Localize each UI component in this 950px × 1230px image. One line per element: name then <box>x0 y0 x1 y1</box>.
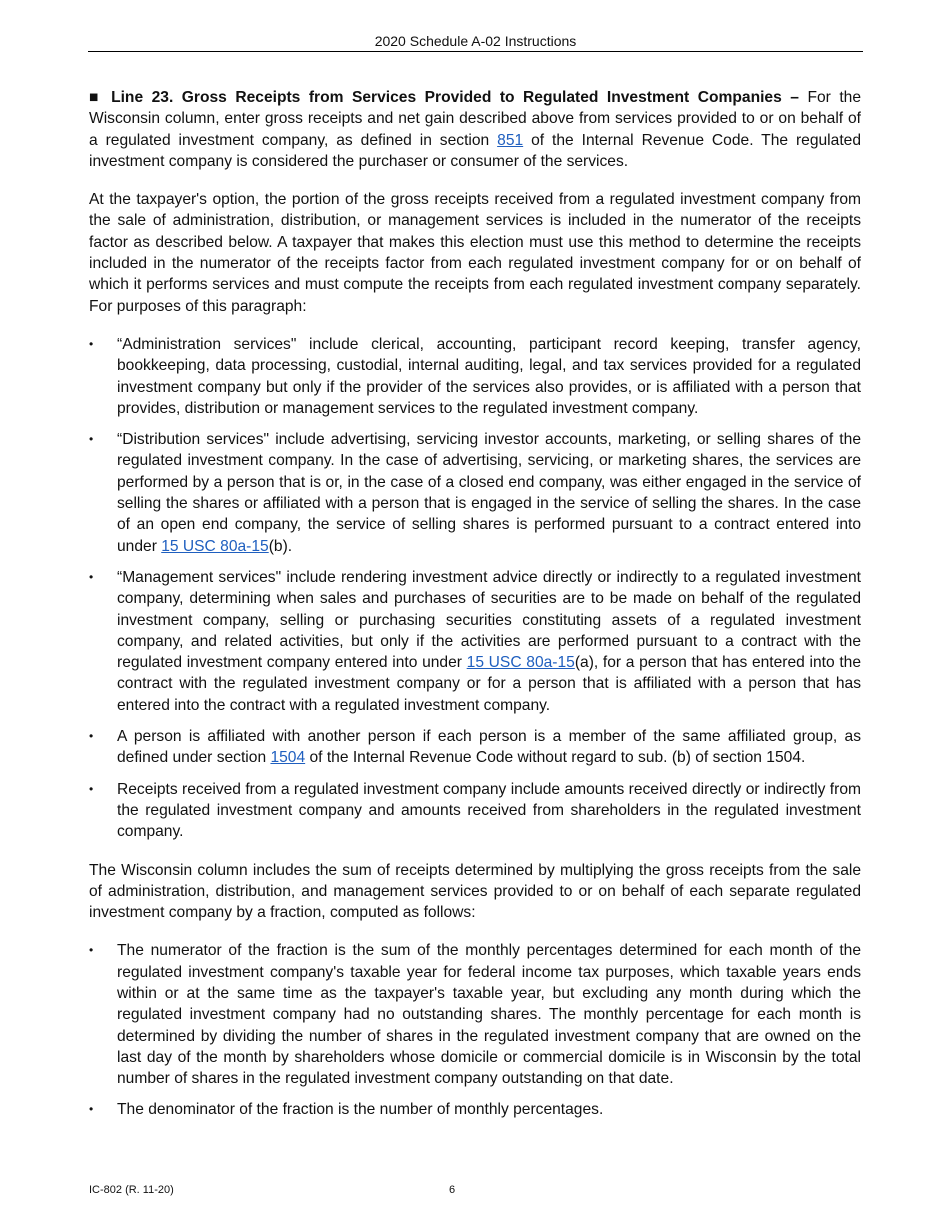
line-23-paragraph <box>89 87 861 172</box>
footer-page-number: 6 <box>449 1184 456 1196</box>
line-23-heading: Line 23. Gross Receipts from Services Provided to Regulated Investment Companies – <box>111 89 799 106</box>
affiliated-person-text: A person is affiliated with another person if each person is a member of the same affiliated group, as defined under section <box>117 728 861 767</box>
square-bullet-icon: ■ <box>89 89 103 106</box>
list-item <box>89 940 861 1089</box>
bullet-icon: • <box>89 729 94 744</box>
section-851-link[interactable]: 851 <box>497 131 524 149</box>
list-item <box>89 334 861 419</box>
distribution-services-text: “Distribution services" include advertising, servicing investor accounts, marketing, or selling shares of the regulated investment company. In the case of advertising, servicing, or marketing shares, the services are performed by a person that is or, in the case of a closed end company, was either engaged in the service of selling the shares or affiliated with a person that is engaged in the service of selling the shares. In the case of an open end company, the service of selling shares is performed pursuant to a contract entered into under <box>117 431 861 555</box>
denominator-text: The denominator of the fraction is the number of monthly percentages. <box>117 1101 604 1119</box>
header-title: 2020 Schedule A-02 Instructions <box>374 33 577 49</box>
bullet-icon: • <box>89 781 94 796</box>
page-header <box>88 33 863 52</box>
list-item <box>89 779 861 843</box>
usc-80a-15-link[interactable]: 15 USC 80a-15 <box>466 654 575 672</box>
footer-form-id: IC-802 (R. 11-20) <box>89 1184 174 1196</box>
bullet-icon: • <box>89 1102 94 1117</box>
receipts-text: Receipts received from a regulated investment company include amounts received directly or indirectly from the regulated investment company and amounts received from shareholders in the regulated investment company. <box>117 780 861 841</box>
document-body <box>89 87 861 1138</box>
bullet-icon: • <box>89 943 94 958</box>
option-paragraph: At the taxpayer's option, the portion of the gross receipts received from a regulated investment company from the sale of administration, distribution, or management services is included in the numerator of the receipts factor as described below. A taxpayer that makes this election must use this method to determine the receipts included in the numerator of the receipts factor from each regulated investment company for or on behalf of which it performs services and must compute the receipts from each regulated investment company separately. For purposes of this paragraph: <box>89 191 861 315</box>
list-item <box>89 567 861 716</box>
bullet-icon: • <box>89 336 94 351</box>
list-item <box>89 1099 861 1120</box>
affiliated-person-text-end: of the Internal Revenue Code without regard to sub. (b) of section 1504. <box>305 749 806 767</box>
usc-80a-15-link[interactable]: 15 USC 80a-15 <box>161 537 269 555</box>
line-23-intro-text: For the Wisconsin column, enter gross receipts and net gain described above from services provided to or on behalf of a regulated investment company, as defined in section <box>89 89 861 149</box>
section-1504-link[interactable]: 1504 <box>270 749 306 767</box>
list-item <box>89 429 861 557</box>
fraction-list <box>89 940 861 1120</box>
list-item <box>89 726 861 769</box>
management-services-text: “Management services" include rendering investment advice directly or indirectly to a regulated investment company, determining when sales and purchases of securities are to be made on behalf of the regulated investment company, selling or purchasing securities constituting assets of a regulated investment company, and related activities, but only if the activities are performed pursuant to a contract with the regulated investment company entered into under <box>117 568 861 672</box>
bullet-icon: • <box>89 569 94 584</box>
distribution-services-text-end: (b). <box>268 537 293 555</box>
administration-services-text: “Administration services" include clerical, accounting, participant record keeping, transfer agency, bookkeeping, data processing, custodial, internal auditing, legal, and tax services provided for a regulated investment company but only if the provider of the services also provides, or is affiliated with a person that provides, distribution or management services to the regulated investment company. <box>117 335 861 417</box>
line-23-intro-text-end: of the Internal Revenue Code. The regulated investment company is considered the purchaser or consumer of the services. <box>89 131 861 170</box>
services-definition-list <box>89 334 861 843</box>
numerator-text: The numerator of the fraction is the sum of the monthly percentages determined for each month of the regulated investment company's taxable year for federal income tax purposes, which taxable years ends within or at the same time as the taxpayer's taxable year, but excluding any month during which the regulated investment company had no outstanding shares. The monthly percentage for each month is determined by dividing the number of shares in the regulated investment company that are owned on the last day of the month by shareholders whose domicile or commercial domicile is in Wisconsin by the total number of shares in the regulated investment company outstanding on that date. <box>117 942 861 1088</box>
bullet-icon: • <box>89 432 94 447</box>
management-services-text-end: (a), for a person that has entered into the contract with the regulated investment company or for a person that is affiliated with a person that has entered into the contract with a regulated investment company. <box>117 654 861 714</box>
sum-paragraph: The Wisconsin column includes the sum of receipts determined by multiplying the gross receipts from the sale of administration, distribution, and management services provided to or on behalf of each separate regulated investment company by a fraction, computed as follows: <box>89 861 861 922</box>
